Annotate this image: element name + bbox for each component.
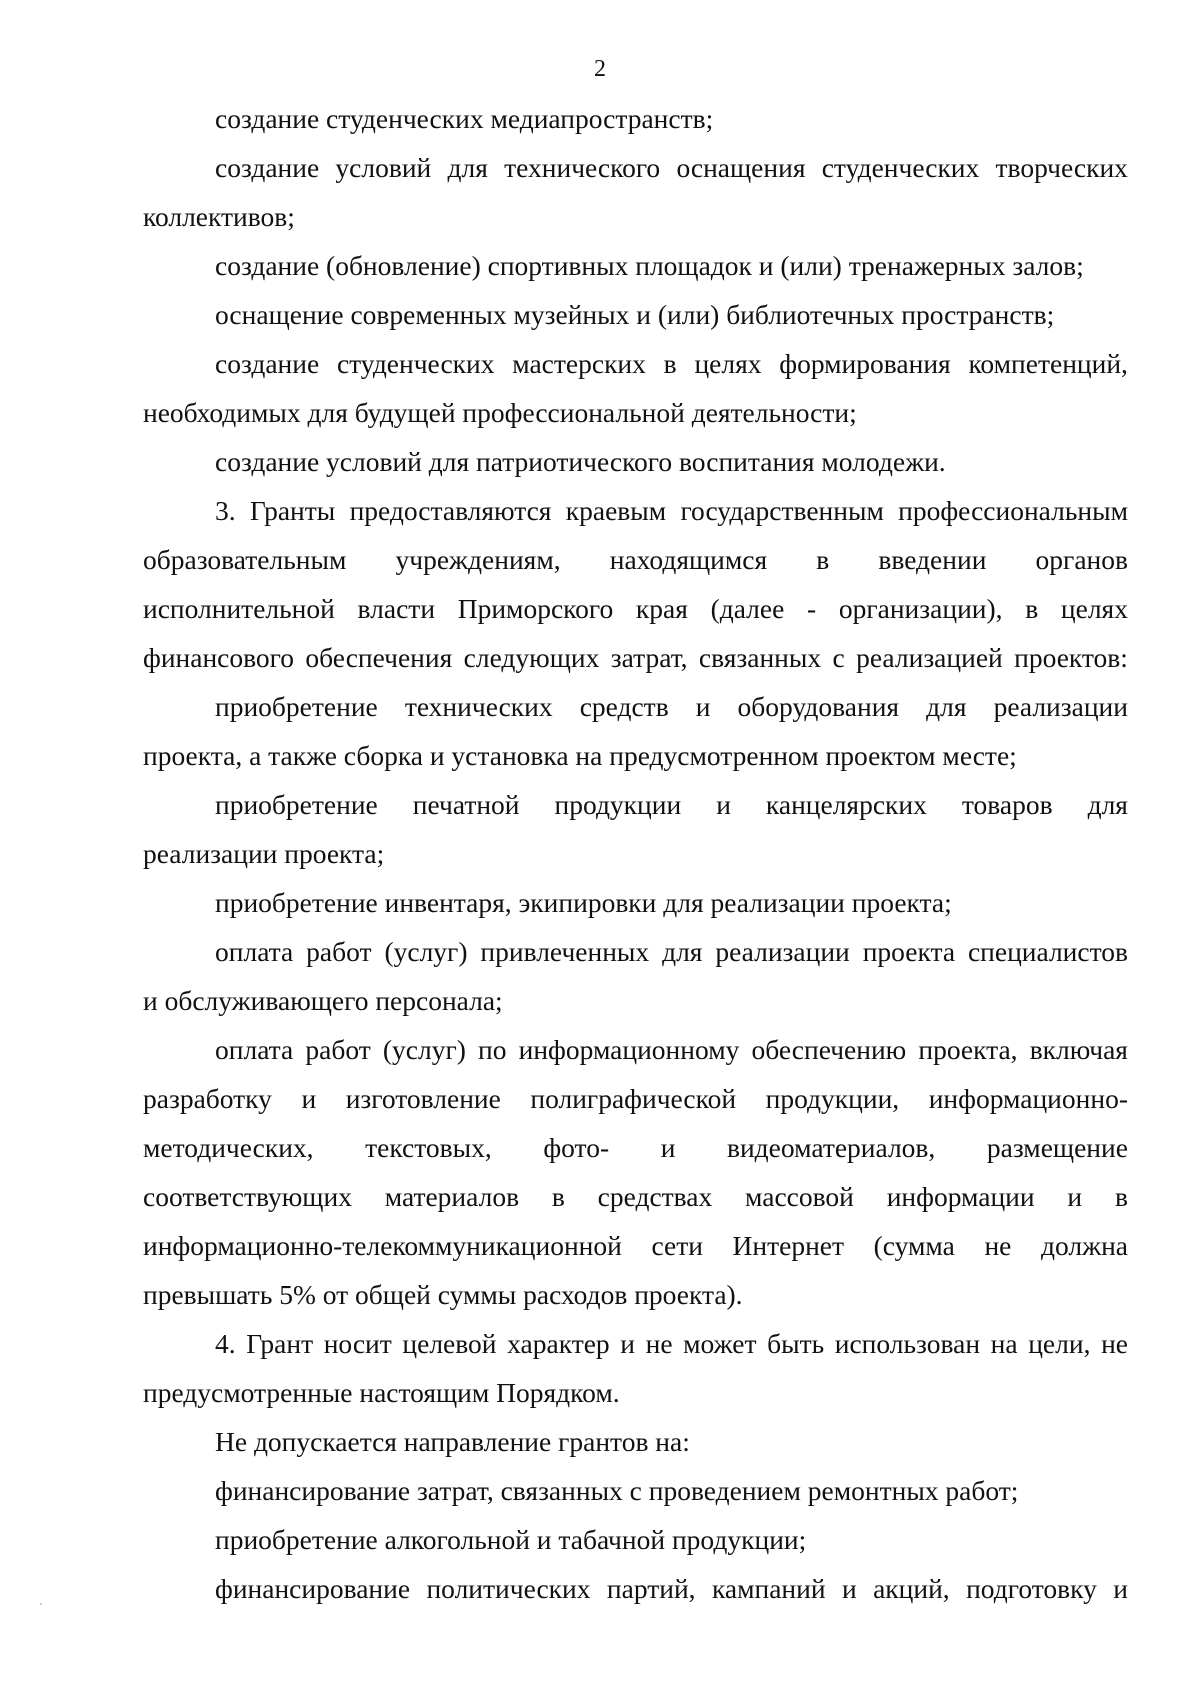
word: не bbox=[645, 1328, 673, 1359]
document-body bbox=[143, 94, 1128, 1613]
word: технического bbox=[504, 152, 661, 183]
text-line bbox=[143, 1074, 1128, 1123]
word: носит bbox=[323, 1328, 392, 1359]
word: финансирование bbox=[215, 1573, 411, 1604]
text-line: коллективов; bbox=[143, 201, 295, 232]
word: методических, bbox=[143, 1132, 314, 1163]
word: сети bbox=[651, 1230, 703, 1261]
text-line bbox=[143, 1221, 1128, 1270]
text-line bbox=[143, 633, 1128, 682]
word: работ bbox=[306, 936, 372, 967]
text-line: превышать 5% от общей суммы расходов проекта). bbox=[143, 1279, 743, 1310]
word: технических bbox=[404, 691, 553, 722]
text-line bbox=[143, 339, 1128, 388]
text-line bbox=[143, 1172, 1128, 1221]
word: 3. bbox=[215, 495, 236, 526]
word: информационно-телекоммуникационной bbox=[143, 1230, 622, 1261]
word: предоставляются bbox=[349, 495, 552, 526]
word: формирования bbox=[779, 348, 951, 379]
word: для bbox=[662, 936, 703, 967]
word: товаров bbox=[961, 789, 1053, 820]
word: студенческих bbox=[336, 348, 495, 379]
word: и bbox=[301, 1083, 317, 1114]
text-line: и обслуживающего персонала; bbox=[143, 985, 503, 1016]
text-line: финансирование затрат, связанных с проведением ремонтных работ; bbox=[215, 1475, 1019, 1506]
text-line bbox=[143, 535, 1128, 584]
word: создание bbox=[215, 348, 320, 379]
word: проектов: bbox=[1014, 642, 1128, 673]
word: проекта, bbox=[918, 1034, 1018, 1065]
word: финансового bbox=[143, 642, 295, 673]
text-line: создание (обновление) спортивных площадок и (или) тренажерных залов; bbox=[215, 250, 1084, 281]
word: информационно- bbox=[928, 1083, 1128, 1114]
word: находящимся bbox=[609, 544, 768, 575]
word: средств bbox=[579, 691, 669, 722]
text-line: Не допускается направление грантов на: bbox=[215, 1426, 690, 1457]
word: и bbox=[841, 1573, 857, 1604]
word: должна bbox=[1040, 1230, 1128, 1261]
word: акций, bbox=[873, 1573, 950, 1604]
word: информации bbox=[886, 1181, 1035, 1212]
word: реализацией bbox=[856, 642, 1003, 673]
text-line bbox=[143, 682, 1128, 731]
text-line bbox=[143, 486, 1128, 535]
word: края bbox=[635, 593, 688, 624]
word: не bbox=[1101, 1328, 1128, 1359]
word: и bbox=[1067, 1181, 1083, 1212]
word: текстовых, bbox=[365, 1132, 492, 1163]
word: реализации bbox=[715, 936, 850, 967]
word: может bbox=[683, 1328, 757, 1359]
text-line: оснащение современных музейных и (или) библиотечных пространств; bbox=[215, 299, 1055, 330]
word: (услуг) bbox=[384, 936, 468, 967]
word: видеоматериалов, bbox=[726, 1132, 936, 1163]
word: Гранты bbox=[249, 495, 336, 526]
word: приобретение bbox=[215, 789, 378, 820]
word: (услуг) bbox=[382, 1034, 466, 1065]
word: органов bbox=[1035, 544, 1128, 575]
word: средствах bbox=[597, 1181, 713, 1212]
word: информационному bbox=[518, 1034, 740, 1065]
word: (далее bbox=[710, 593, 785, 624]
word: канцелярских bbox=[765, 789, 927, 820]
word: по bbox=[478, 1034, 507, 1065]
word: организации), bbox=[838, 593, 1003, 624]
scan-speck bbox=[40, 1603, 42, 1605]
word: реализации bbox=[993, 691, 1128, 722]
word: Грант bbox=[246, 1328, 314, 1359]
word: 4. bbox=[215, 1328, 236, 1359]
word: и bbox=[716, 789, 731, 820]
word: оплата bbox=[215, 936, 294, 967]
text-line: приобретение инвентаря, экипировки для реализации проекта; bbox=[215, 887, 952, 918]
text-line: необходимых для будущей профессиональной деятельности; bbox=[143, 397, 857, 428]
word: проекта bbox=[862, 936, 956, 967]
word: для bbox=[1087, 789, 1128, 820]
word: профессиональным bbox=[898, 495, 1128, 526]
word: целевой bbox=[402, 1328, 497, 1359]
word: подготовку bbox=[966, 1573, 1097, 1604]
word: включая bbox=[1029, 1034, 1128, 1065]
word: с bbox=[832, 642, 845, 673]
word: политических bbox=[426, 1573, 591, 1604]
word: целях bbox=[1060, 593, 1128, 624]
word: и bbox=[660, 1132, 676, 1163]
word: размещение bbox=[986, 1132, 1128, 1163]
word: связанных bbox=[698, 642, 822, 673]
text-line bbox=[143, 1123, 1128, 1172]
word: создание bbox=[215, 152, 320, 183]
word: в bbox=[816, 544, 830, 575]
word: оборудования bbox=[737, 691, 900, 722]
word: разработку bbox=[143, 1083, 272, 1114]
word: в bbox=[663, 348, 677, 379]
word: для bbox=[926, 691, 967, 722]
text-line: предусмотренные настоящим Порядком. bbox=[143, 1377, 620, 1408]
word: использован bbox=[834, 1328, 981, 1359]
word: Интернет bbox=[732, 1230, 845, 1261]
word: работ bbox=[305, 1034, 371, 1065]
text-line: проекта, а также сборка и установка на предусмотренном проектом месте; bbox=[143, 740, 1017, 771]
word: печатной bbox=[412, 789, 520, 820]
word: и bbox=[620, 1328, 635, 1359]
text-line bbox=[143, 780, 1128, 829]
word: материалов bbox=[384, 1181, 520, 1212]
word: обеспечению bbox=[751, 1034, 907, 1065]
word: мастерских bbox=[512, 348, 646, 379]
word: кампаний bbox=[711, 1573, 826, 1604]
word: партий, bbox=[606, 1573, 696, 1604]
word: следующих bbox=[463, 642, 600, 673]
word: в bbox=[1025, 593, 1039, 624]
word: изготовление bbox=[345, 1083, 501, 1114]
word: на bbox=[990, 1328, 1018, 1359]
word: условий bbox=[335, 152, 432, 183]
text-line bbox=[143, 1319, 1128, 1368]
page-number: 2 bbox=[594, 56, 606, 82]
word: (сумма bbox=[873, 1230, 955, 1261]
word: в bbox=[1114, 1181, 1128, 1212]
word: образовательным bbox=[143, 544, 347, 575]
word: исполнительной bbox=[143, 593, 335, 624]
text-line: создание студенческих медиапространств; bbox=[215, 103, 714, 134]
word: учреждениям, bbox=[395, 544, 561, 575]
text-line: приобретение алкогольной и табачной продукции; bbox=[215, 1524, 807, 1555]
word: полиграфической bbox=[530, 1083, 737, 1114]
text-line bbox=[143, 927, 1128, 976]
word: целях bbox=[694, 348, 762, 379]
word: соответствующих bbox=[143, 1181, 352, 1212]
word: в bbox=[551, 1181, 565, 1212]
word: приобретение bbox=[215, 691, 378, 722]
word: и bbox=[695, 691, 711, 722]
text-line: реализации проекта; bbox=[143, 838, 385, 869]
word: специалистов bbox=[967, 936, 1128, 967]
text-line bbox=[143, 143, 1128, 192]
word: для bbox=[447, 152, 488, 183]
text-line bbox=[143, 1025, 1128, 1074]
word: оплата bbox=[215, 1034, 294, 1065]
word: студенческих bbox=[821, 152, 980, 183]
word: цели, bbox=[1028, 1328, 1091, 1359]
text-line: создание условий для патриотического воспитания молодежи. bbox=[215, 446, 946, 477]
word: не bbox=[984, 1230, 1012, 1261]
word: Приморского bbox=[457, 593, 614, 624]
word: компетенций, bbox=[968, 348, 1128, 379]
word: власти bbox=[357, 593, 436, 624]
word: оснащения bbox=[676, 152, 806, 183]
word: краевым bbox=[565, 495, 667, 526]
word: введении bbox=[878, 544, 987, 575]
word: - bbox=[807, 593, 817, 624]
word: и bbox=[1113, 1573, 1128, 1604]
word: продукции bbox=[554, 789, 682, 820]
word: привлеченных bbox=[480, 936, 650, 967]
word: характер bbox=[507, 1328, 610, 1359]
word: быть bbox=[767, 1328, 825, 1359]
word: обеспечения bbox=[305, 642, 453, 673]
word: государственным bbox=[680, 495, 884, 526]
text-line bbox=[143, 1564, 1128, 1613]
word: фото- bbox=[543, 1132, 610, 1163]
word: продукции, bbox=[765, 1083, 900, 1114]
word: массовой bbox=[745, 1181, 854, 1212]
text-line bbox=[143, 584, 1128, 633]
word: затрат, bbox=[610, 642, 688, 673]
word: творческих bbox=[995, 152, 1128, 183]
